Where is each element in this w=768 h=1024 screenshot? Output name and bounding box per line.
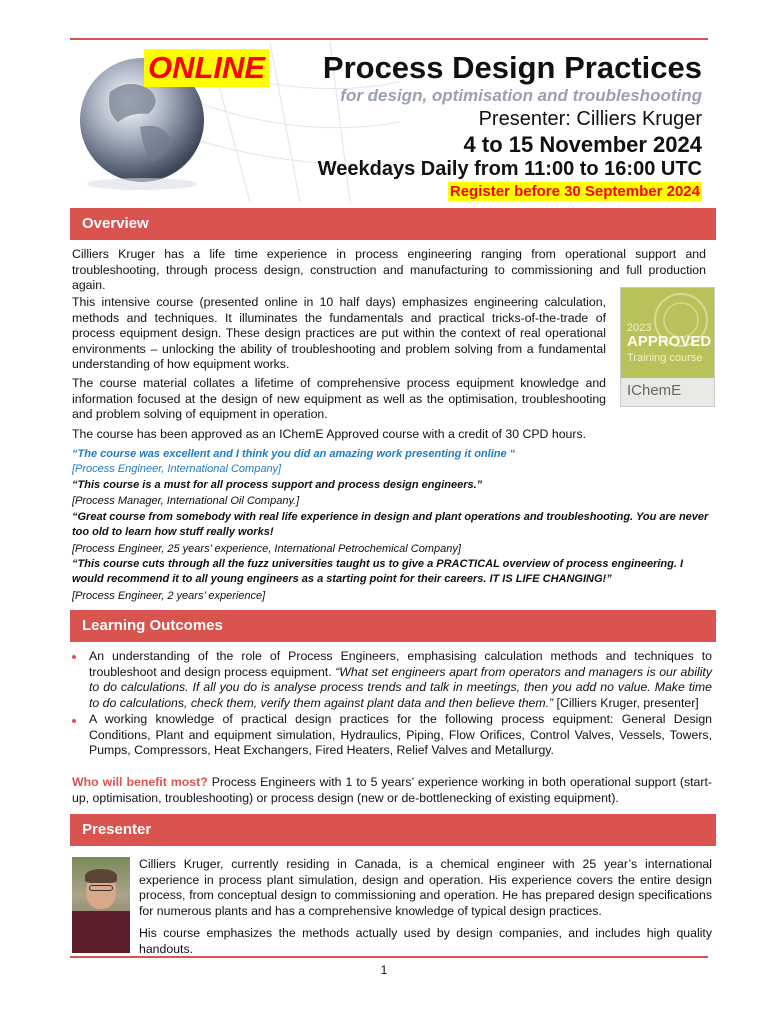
outcome-bullet: A working knowledge of practical design practices for the following process equipment: General Design Conditions, Plant and equipment simulation, Hydraulics, Piping, Flow Orifices, Control Valves, Vessels, Towers, Pumps, Compressors, Heat Exchangers, Fired Heaters, Relief Valves and Metallurgy. xyxy=(89,712,712,758)
icheme-approved-badge xyxy=(620,287,715,407)
benefit-label: Who will benefit most? xyxy=(72,775,208,789)
presenter-heading: Presenter xyxy=(70,814,716,846)
course-subtitle: for design, optimisation and troubleshooting xyxy=(340,86,702,105)
outcome-text: An understanding of the role of Process Engineers, emphasising calculation methods and techniques to troubleshoot and design process equipment. xyxy=(89,649,712,679)
badge-approved: APPROVED xyxy=(627,333,712,350)
badge-year: 2023 xyxy=(627,322,652,334)
outcome-attribution: [Cilliers Kruger, presenter] xyxy=(553,695,699,710)
testimonial-source: [Process Engineer, 2 years’ experience] xyxy=(72,590,266,602)
register-deadline: Register before 30 September 2024 xyxy=(449,183,700,200)
presenter-course-note: His course emphasizes the methods actually used by design companies, and includes high quality handouts. xyxy=(139,926,712,956)
outcome-bullet xyxy=(89,649,712,711)
presenter-bio: Cilliers Kruger, currently residing in Canada, is a chemical engineer with 25 year’s international experience in process plant simulation, design and operation. His experience covers the entire design process, from conceptual design to commissioning and operation. He has prepared design specifications for numerous plants and has a comprehensive knowledge of typical design practices. xyxy=(139,857,712,918)
testimonial-source: [Process Manager, International Oil Company.] xyxy=(72,495,300,507)
presenter-photo xyxy=(72,857,130,953)
presenter-line: Presenter: Cilliers Kruger xyxy=(478,108,702,130)
page-number: 1 xyxy=(380,963,388,977)
top-rule xyxy=(70,38,708,40)
online-badge: ONLINE xyxy=(144,49,269,87)
bottom-rule xyxy=(70,956,708,958)
learning-outcomes-heading: Learning Outcomes xyxy=(70,610,716,642)
bullet-icon xyxy=(72,719,76,723)
overview-paragraph: The course material collates a lifetime of comprehensive process equipment knowledge and information focused at the design of new equipment as well as the optimisation, troubleshooting and problem solving of equipment in operation. xyxy=(72,376,606,422)
overview-paragraph: The course has been approved as an IChemE Approved course with a credit of 30 CPD hours. xyxy=(72,427,587,441)
outcome-quote: “What set engineers apart from operators and managers is our ability to do calculations. If all you do is analyse process trends and talk in meetings, then you add no value. Make time to do calculations, check them, verify them against plant data and then believe them.” xyxy=(89,664,712,710)
overview-paragraph: This intensive course (presented online in 10 half days) emphasizes engineering calculation, methods and techniques. It illuminates the fundamentals and practical tricks-of-the-trade of process equipment design. These design practices are put within the context of real operational environments – unlocking the ability of troubleshooting and problem solving from a fundamental understanding of how equipment works. xyxy=(72,295,606,372)
overview-paragraph: Cilliers Kruger has a life time experience in process engineering ranging from operational support and troubleshooting, through process design, construction and manufacturing to commissioning and full production again. xyxy=(72,247,706,293)
testimonial-quote: “This course is a must for all process support and process design engineers.” xyxy=(72,479,483,491)
testimonial-quote: “The course was excellent and I think you did an amazing work presenting it online “ xyxy=(72,448,516,460)
course-times: Weekdays Daily from 11:00 to 16:00 UTC xyxy=(317,158,702,180)
badge-org: IChemE xyxy=(627,382,682,399)
overview-heading: Overview xyxy=(70,208,716,240)
testimonial-source: [Process Engineer, International Company] xyxy=(72,463,282,475)
bullet-icon xyxy=(72,655,76,659)
badge-training: Training course xyxy=(627,352,703,364)
benefit-paragraph xyxy=(72,775,712,806)
testimonial-quote: “This course cuts through all the fuzz universities taught us to give a PRACTICAL overview of process engineering. I would recommend it to all young engineers as a starting point for their careers. IT IS LIFE CHANGING!” xyxy=(72,558,684,585)
testimonial-quote: “Great course from somebody with real life experience in design and plant operations and troubleshooting. You are never too old to learn how stuff really works! xyxy=(72,511,709,538)
course-title: Process Design Practices xyxy=(322,50,702,85)
benefit-text: Process Engineers with 1 to 5 years’ experience working in both operational support (start-up, optimisation, troubleshooting) or process design (new or de-bottlenecking of existing equipment). xyxy=(72,775,712,805)
course-dates: 4 to 15 November 2024 xyxy=(463,132,702,157)
testimonial-source: [Process Engineer, 25 years’ experience, International Petrochemical Company] xyxy=(72,543,461,555)
